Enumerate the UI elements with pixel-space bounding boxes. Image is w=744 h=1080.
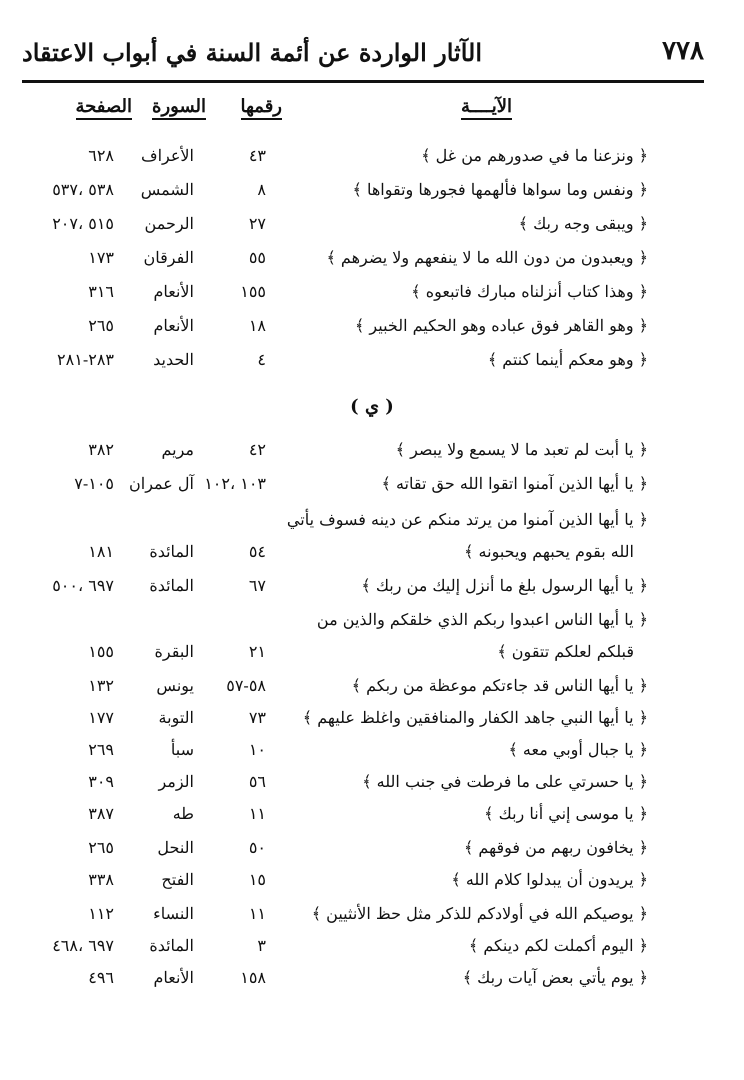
page-refs: ٣٨٢ (88, 440, 114, 459)
page-refs: ٢٦٩ (88, 740, 114, 759)
page-refs: ٣٣٨ (88, 870, 114, 889)
table-row (0, 898, 744, 932)
table-row (0, 208, 744, 242)
table-row (0, 636, 744, 670)
verse-text: ﴿ يخافون ربهم من فوقهم ﴾ (463, 838, 648, 857)
surah-name: التوبة (158, 708, 194, 727)
verse-text: ﴿ يا أيها الناس قد جاءتكم موعظة من ربكم ﴾ (351, 676, 648, 695)
table-row (0, 174, 744, 208)
surah-name: الفتح (161, 870, 194, 889)
table-row (0, 864, 744, 898)
surah-name: آل عمران (129, 474, 194, 493)
verse-text: ﴿ يوصيكم الله في أولادكم للذكر مثل حظ الأنثيين ﴾ (311, 904, 648, 923)
page-refs: ٦٢٨ (88, 146, 114, 165)
verse-text: ﴿ وهو معكم أينما كنتم ﴾ (487, 350, 648, 369)
table-row (0, 798, 744, 832)
verse-number: ٥٤ (248, 542, 266, 561)
verse-text: ﴿ يريدون أن يبدلوا كلام الله ﴾ (451, 870, 648, 889)
verse-text: ﴿ يا حسرتي على ما فرطت في جنب الله ﴾ (362, 772, 648, 791)
verse-text: قبلكم لعلكم تتقون ﴾ (497, 642, 634, 661)
verse-text: ﴿ يا أيها النبي جاهد الكفار والمنافقين واغلظ عليهم ﴾ (302, 708, 648, 727)
verse-number: ١٠٣ ،١٠٢ (204, 474, 266, 493)
surah-name: طه (172, 804, 194, 823)
table-row (0, 930, 744, 964)
surah-name: الرحمن (144, 214, 194, 233)
column-header-number: رقمها (241, 96, 282, 120)
header-rule (22, 80, 704, 83)
table-row (0, 604, 744, 638)
surah-name: الأنعام (153, 316, 194, 335)
verse-text: ﴿ اليوم أكملت لكم دينكم ﴾ (468, 936, 648, 955)
verse-text: ﴿ يا أيها الذين آمنوا من يرتد منكم عن دينه فسوف يأتي (286, 510, 648, 529)
table-row (0, 276, 744, 310)
surah-name: يونس (156, 676, 194, 695)
verse-number: ١٥ (248, 870, 266, 889)
table-row (0, 536, 744, 570)
column-headers (0, 96, 744, 124)
surah-name: الحديد (153, 350, 194, 369)
page-number: ٧٧٨ (662, 36, 704, 66)
table-row (0, 242, 744, 276)
verse-number: ٣ (257, 936, 266, 955)
page-refs: ٥١٥ ،٢٠٧ (52, 214, 114, 233)
verse-number: ٤٣ (248, 146, 266, 165)
page-header (22, 34, 704, 78)
surah-name: الزمر (158, 772, 194, 791)
page-refs: ١٨١ (88, 542, 114, 561)
page-refs: ١٠٥-٧ (74, 474, 114, 493)
verse-text: ﴿ يا أيها الذين آمنوا اتقوا الله حق تقاته ﴾ (381, 474, 648, 493)
table-row (0, 832, 744, 866)
page-refs: ٢٦٥ (88, 838, 114, 857)
table-row (0, 766, 744, 800)
verse-number: ٤ (257, 350, 266, 369)
table-row (0, 570, 744, 604)
surah-name: الفرقان (143, 248, 194, 267)
page-refs: ٤٩٦ (88, 968, 114, 987)
verse-text: ﴿ وهو القاهر فوق عباده وهو الحكيم الخبير ﴾ (354, 316, 648, 335)
column-header-page: الصفحة (76, 96, 132, 120)
page-refs: ٢٨٣-٢٨١ (57, 350, 114, 369)
surah-name: النساء (153, 904, 194, 923)
verse-text: ﴿ ونزعنا ما في صدورهم من غل ﴾ (421, 146, 648, 165)
table-row (0, 434, 744, 468)
page-refs: ١٥٥ (88, 642, 114, 661)
verse-text: الله بقوم يحبهم ويحبونه ﴾ (464, 542, 634, 561)
verse-number: ٧٣ (248, 708, 266, 727)
page-refs: ١٧٣ (88, 248, 114, 267)
verse-text: ﴿ ونفس وما سواها فألهمها فجورها وتقواها ﴾ (352, 180, 648, 199)
verse-number: ٦٧ (248, 576, 266, 595)
verse-number: ١١ (248, 904, 266, 923)
page-refs: ١٧٧ (88, 708, 114, 727)
surah-name: النحل (157, 838, 194, 857)
verse-number: ١٠ (248, 740, 266, 759)
verse-number: ٢١ (248, 642, 266, 661)
table-row (0, 702, 744, 736)
surah-name: الأنعام (153, 968, 194, 987)
surah-name: سبأ (170, 740, 194, 759)
table-row (0, 670, 744, 704)
verse-number: ١٥٥ (240, 282, 266, 301)
verse-number: ٤٢ (248, 440, 266, 459)
section-letter: ( ي ) (350, 396, 394, 417)
page-refs: ٦٩٧ ،٤٦٨ (52, 936, 114, 955)
page-refs: ١٣٢ (88, 676, 114, 695)
surah-name: المائدة (149, 542, 194, 561)
page-refs: ٣١٦ (88, 282, 114, 301)
section-heading (0, 396, 744, 417)
verse-text: ﴿ وهذا كتاب أنزلناه مبارك فاتبعوه ﴾ (411, 282, 648, 301)
table-row (0, 344, 744, 378)
page-refs: ٢٦٥ (88, 316, 114, 335)
surah-name: الشمس (140, 180, 194, 199)
page-refs: ٦٩٧ ،٥٠٠ (52, 576, 114, 595)
column-header-verse: الآيــــة (461, 96, 512, 120)
table-row (0, 140, 744, 174)
verse-number: ١١ (248, 804, 266, 823)
verse-text: ﴿ يوم يأتي بعض آيات ربك ﴾ (462, 968, 648, 987)
running-title: الآثار الواردة عن أئمة السنة في أبواب الاعتقاد (22, 38, 482, 67)
verse-text: ﴿ يا موسى إني أنا ربك ﴾ (484, 804, 648, 823)
verse-text: ﴿ ويعبدون من دون الله ما لا ينفعهم ولا يضرهم ﴾ (326, 248, 648, 267)
surah-name: الأنعام (153, 282, 194, 301)
verse-text: ﴿ يا أبت لم تعبد ما لا يسمع ولا يبصر ﴾ (395, 440, 648, 459)
verse-number: ١٨ (248, 316, 266, 335)
verse-text: ﴿ يا جبال أوبي معه ﴾ (508, 740, 648, 759)
verse-number: ٥٥ (248, 248, 266, 267)
table-row (0, 310, 744, 344)
surah-name: مريم (161, 440, 194, 459)
verse-text: ﴿ يا أيها الرسول بلغ ما أنزل إليك من ربك ﴾ (361, 576, 648, 595)
surah-name: البقرة (154, 642, 194, 661)
verse-number: ٥٦ (248, 772, 266, 791)
verse-text: ﴿ يا أيها الناس اعبدوا ربكم الذي خلقكم والذين من (316, 610, 648, 629)
table-row (0, 504, 744, 538)
surah-name: المائدة (149, 936, 194, 955)
verse-number: ٨ (257, 180, 266, 199)
page-refs: ٣٠٩ (88, 772, 114, 791)
verse-number: ٥٨-٥٧ (226, 676, 266, 695)
column-header-surah: السورة (152, 96, 206, 120)
page-refs: ٣٨٧ (88, 804, 114, 823)
verse-number: ٥٠ (248, 838, 266, 857)
surah-name: المائدة (149, 576, 194, 595)
table-row (0, 962, 744, 996)
page-refs: ٥٣٨ ،٥٣٧ (52, 180, 114, 199)
verse-number: ٢٧ (248, 214, 266, 233)
verse-text: ﴿ ويبقى وجه ربك ﴾ (518, 214, 648, 233)
table-row (0, 468, 744, 502)
page-refs: ١١٢ (88, 904, 114, 923)
surah-name: الأعراف (141, 146, 194, 165)
verse-number: ١٥٨ (240, 968, 266, 987)
table-row (0, 734, 744, 768)
